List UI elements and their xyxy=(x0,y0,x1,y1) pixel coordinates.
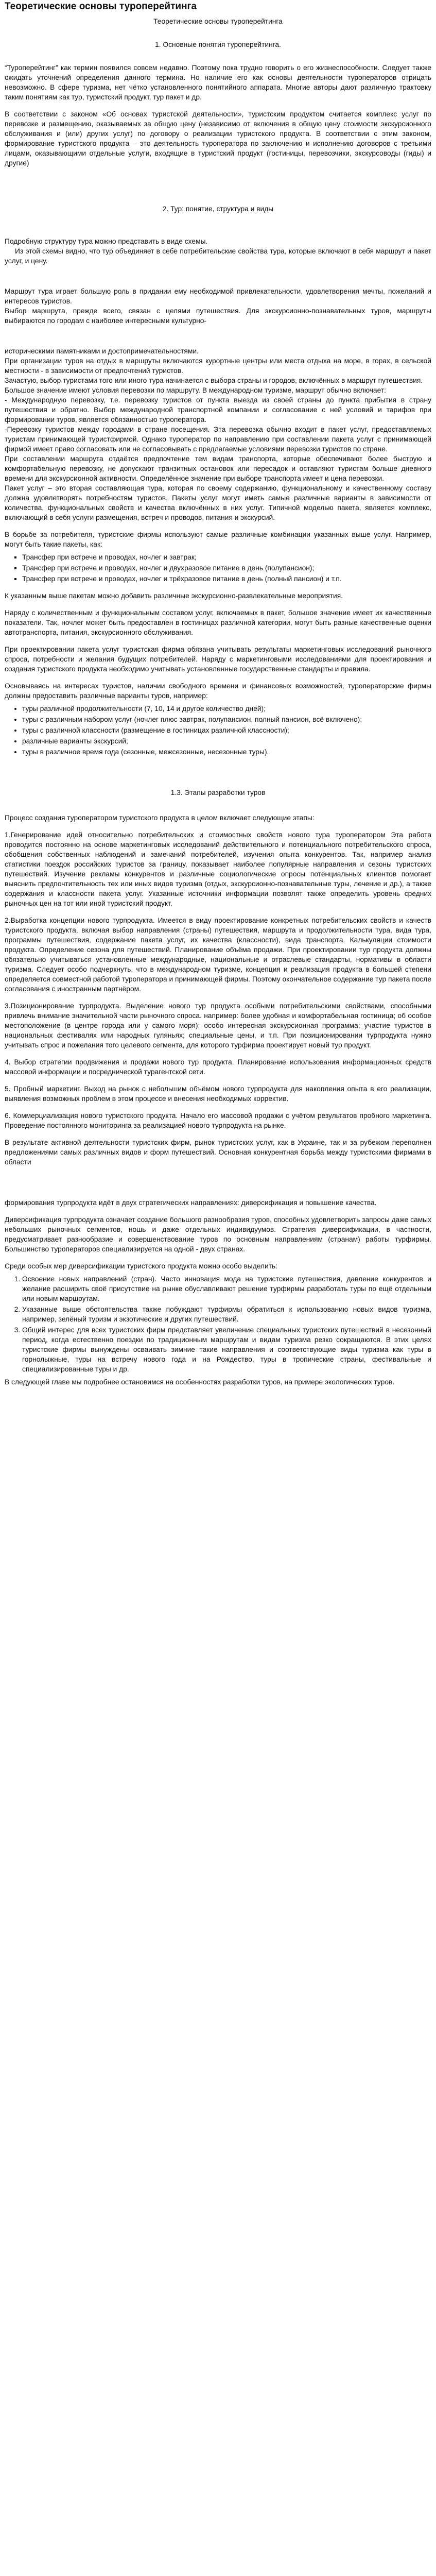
list-item: 1. Освоение новых направлений (стран). Часто инновация мода на туристские путешествия, давление конкурентов и желание расширить своё присутствие на рынке обуславливают решение турфирмы разработать туры по ещё отдельным или новым маршрутам. xyxy=(22,1274,431,1303)
list-item: • туры с различным набором услуг (ночлег плюс завтрак, полупансион, полный пансион, всё включено); xyxy=(22,715,431,724)
paragraph: Процесс создания туроператором туристского продукта в целом включает следующие этапы: xyxy=(5,814,315,822)
paragraph: Среди особых мер диверсификации туристского продукта можно особо выделить: xyxy=(5,1262,278,1270)
stage-paragraph: 1.Генерирование идей относительно потребительских и стоимостных свойств нового тура туроператором Эта работа проводится постоянно на основе маркетинговых исследований действительного и потенциального потребительского спроса, обобщения собственных наблюдений и замечаний потребителей, изучения опыта конкурентов. Так, например анализ статистики поездок российских туристов за границу, показывает наиболее популярные направления и сезоны туристских путешествий. Изучение рекламы конкурентов и различные социологические опросы потенциальных клиентов помогает выяснить предпочтительность тех или иных видов туризма (отдых, экскурсионно-познавательные туры, лечение и др.), а также содержания и классности пакета услуг. Указанные источники информации позволят также определить уровень средних рыночных цен на тот или иной туристский продукт. xyxy=(5,831,431,907)
stage-paragraph: 3.Позиционирование турпродукта. Выделение нового тур продукта особыми потребительскими свойствами, способными привлечь внимание значительной части рыночного спроса. например: более удобная и комфортабельная гостиница; об особое местоположение (в центре города или у самого моря); особо интересная экскурсионная программа; участие туристов в национальных фестивалях или народных гуляньях; специальные цены, и т.п. При позиционировании турпродукта нужно учитывать спрос и пожелания того целевого сегмента, для которого турфирма проектирует новый тур продукт. xyxy=(5,1002,431,1049)
paragraph: Маршрут тура играет большую роль в придании ему необходимой привлекательности, удовлетворения мечты, пожеланий и интересов туристов. xyxy=(5,287,431,305)
paragraph: Большое значение имеют условия перевозки по маршруту. В международном туризме, маршрут обычно включает: xyxy=(5,386,386,394)
section-heading: 2. Тур: понятие, структура и виды xyxy=(162,205,274,213)
paragraph: Основываясь на интересах туристов, наличии свободного времени и финансовых возможностей, туроператорские фирмы должны предоставить различные варианты туров, например: xyxy=(5,682,431,700)
list-item: ▪ Трансфер при встрече и проводах, ночлег и двухразовое питание в день (полупансион); xyxy=(22,563,431,573)
stage-paragraph: 2.Выработка концепции нового турпродукта. Имеется в виду проектирование конкретных потребительских свойств и качеств туристского продукта, включая выбор направления (страны) путешествия, маршрута и продолжительности тура, вида тура, программы путешествия, содержание пакета услуг, их качества (классности), вида транспорта. Калькуляции стоимости продукта. Определение сезона для путешествий. Планирование объёма продажи. При проектировании тур продукта должны обязательно учитываться установленные международные, национальные и отраслевые стандарты, нормативы в области туризма. Следует особо подчеркнуть, что в международном туризме, концепция и реализация продукта в большей степени определяется совместной работой туроператора и принимающей фирмы. Поэтому окончательное содержание тур пакета после согласования с иностранным партнёром. xyxy=(5,917,431,993)
paragraph: Наряду с количественным и функциональным составом услуг, включаемых в пакет, большое значение имеет их качественные показатели. Так, ночлег может быть предоставлен в гостиницах различной категории, могут быть разные качественные оценки автотранспорта, питания, экскурсионного обслуживания. xyxy=(5,609,431,636)
section-4 xyxy=(5,1198,431,1387)
diversification-list xyxy=(5,1274,431,1374)
list-item: • туры различной продолжительности (7, 10, 14 и другое количество дней); xyxy=(22,704,431,714)
package-list xyxy=(5,552,431,584)
paragraph: В соответствии с законом «Об основах туристской деятельности», туристским продуктом считается комплекс услуг по перевозке и размещению, оказываемых за общую цену (независимо от включения в общую цену стоимости экскурсионного обслуживания и (или) других услуг) по договору о реализации туристского продукта. В соответствии с этим законом, формирование туристского продукта – это деятельность туроператора по заключению и исполнению договоров с третьими лицами, оказывающими отдельные услуги, входящие в туристский продукт (гостиницы, перевозчики, экскурсоводы (гиды) и другие) xyxy=(5,110,431,167)
document-subtitle: Теоретические основы туроперейтинга xyxy=(153,18,283,25)
paragraph: Выбор маршрута, прежде всего, связан с целями путешествия. Для экскурсионно-познавательных туров, маршруты выбираются по городам с наиболее интересными культурно- xyxy=(5,307,431,325)
paragraph: При проектировании пакета услуг туристская фирма обязана учитывать результаты маркетинговых исследований рыночного спроса, потребности и желания будущих потребителей. Наряду с маркетинговыми исследованиями для проектирования и создания туристского продукта необходимо учитывать установленные государственные стандарты и правила. xyxy=(5,646,431,673)
section-heading: 1. Основные понятия туроперейтинга. xyxy=(155,41,281,48)
page-break-space xyxy=(5,326,431,346)
paragraph: Диверсификация турпродукта означает создание большого разнообразия туров, способных удовлетворить запросы даже самых небольших рыночных сегментов, ношь и даже отдельных индивидуумов. Стратегия диверсификации, в частности, предусматривает разнообразие и совершенствование туров по основным направлениям (странам) работы турфирмы. Большинство туроператоров специализируется на одной - двух странах. xyxy=(5,1216,431,1253)
paragraph: Зачастую, выбор туристами того или иного тура начинается с выбора страны и городов, включённых в маршрут путешествия. xyxy=(5,377,423,384)
paragraph: К указанным выше пакетам можно добавить различные экскурсионно-развлекательные мероприятия. xyxy=(5,592,343,600)
paragraph: В результате активной деятельности туристских фирм, рынок туристских услуг, как в Украине, так и за рубежом переполнен предложениями самых различных видов и форм путешествий. Основная конкурентная борьба между туристскими фирмами в области xyxy=(5,1139,431,1166)
paragraph: При организации туров на отдых в маршруты включаются курортные центры или места отдыха на море, в горах, в сельской местности - в зависимости от предпочтений туристов. xyxy=(5,357,431,375)
document-title: Теоретические основы туроперейтинга xyxy=(5,1,197,12)
paragraph: “Туроперейтинг” как термин появился совсем недавно. Поэтому пока трудно говорить о его жизнеспособности. Следует также ожидать уточнений определения данного термина. Но наличие его как основы деятельности туроператоров отрицать невозможно. В сфере туризма, нет чётко установленного понятийного аппарата. Многие авторы дают различную трактовку таким понятиям как тур, туристский продукт, тур пакет и др. xyxy=(5,64,431,101)
section-1 xyxy=(5,40,431,168)
list-item: • туры с различной классности (размещение в гостиницах различной классности); xyxy=(22,725,431,735)
paragraph: Подробную структуру тура можно представить в виде схемы. xyxy=(5,238,208,245)
section-heading: 1.3. Этапы разработки туров xyxy=(170,789,266,796)
paragraph: Пакет услуг – это вторая составляющая тура, которая по своему содержанию, функциональному и качественному составу должна удовлетворять потребностям туристов. Пакеты услуг могут иметь самые различные варианты в зависимости от количества, функциональных свойств и качества включённых в них услуг. Типичной моделью пакета, является комплекс, включающий в себя услуги размещения, встреч и проводов, питания и экскурсий. xyxy=(5,484,431,521)
paragraph: В следующей главе мы подробнее остановимся на особенностях разработки туров, на примере экологических туров. xyxy=(5,1378,395,1386)
list-item: 3. Общий интерес для всех туристских фирм представляет увеличение специальных туристских путешествий в несезонный период, когда естественно поездки по традиционным маршрутам и видам туризма резко сокращаются. В этих целях туристские фирмы вынуждены осваивать зимние такие направления и соответствующие виды туризма как туры в горнолыжные, туры на встречу нового года и на Рождество, туры в тропические страны, фестивальные и специализированные туры и др. xyxy=(22,1325,431,1374)
section-3 xyxy=(5,788,431,1167)
list-item: • туры в различное время года (сезонные, межсезонные, несезонные туры). xyxy=(22,747,431,757)
paragraph: При составлении маршрута отдаётся предпочтение тем видам транспорта, которые обеспечивают более быструю и комфортабельную перевозку, не допускают транзитных остановок или пересадок и оставляют туристам больше дневного времени для экскурсионной активности. Определённое значение при выборе транспорта имеет и цена перевозки. xyxy=(5,455,431,482)
paragraph: В борьбе за потребителя, туристские фирмы используют самые различные комбинации указанных выше услуг. Например, могут быть такие пакеты, как: xyxy=(5,531,431,548)
paragraph: - Международную перевозку, т.е. перевозку туристов от пункта выезда из своей страны до пункта прибытия в страну путешествия и обратно. Выбор международной транспортной компании и согласование с ней условий и тарифов при формировании туров, является обязанностью туроператора. xyxy=(5,396,431,423)
list-item: 2. Указанные выше обстоятельства также побуждают турфирмы обратиться к использованию новых видов туризма, например, зелёный туризм и экзотические и других путешествий. xyxy=(22,1304,431,1324)
list-item: • различные варианты экскурсий; xyxy=(22,736,431,746)
section-2 xyxy=(5,204,431,757)
paragraph: -Перевозку туристов между городами в стране посещения. Эта перевозка обычно входит в пакет услуг, предоставляемых туристам принимающей туристфирмой. Однако туроператор по направлению при составлении пакета услуг с принимающей фирмой имеет право согласовать или не согласовывать с предлагаемые условиями перевозки туристов по стране. xyxy=(5,426,431,453)
paragraph: формирования турпродукта идёт в двух стратегических направлениях: диверсификация и повышение качества. xyxy=(5,1199,377,1207)
paragraph: Из этой схемы видно, что тур объединяет в себе потребительские свойства тура, которые включают в себя маршрут и пакет услуг, и цену. xyxy=(5,247,431,265)
stage-paragraph: 5. Пробный маркетинг. Выход на рынок с небольшим объёмом нового турпродукта для накопления опыта в его реализации, выявления возможных проблем в этом процессе и внесения необходимых корректив. xyxy=(5,1085,431,1103)
stage-paragraph: 6. Коммерциализация нового туристского продукта. Начало его массовой продажи с учётом результатов пробного маркетинга. Проведение постоянного мониторинга за реализацией нового турпродукта на рынке. xyxy=(5,1112,431,1129)
tour-variants-list xyxy=(5,704,431,757)
paragraph: историческими памятниками и достопримечательностями. xyxy=(5,347,199,355)
list-item: ▪ Трансфер при встрече и проводах, ночлег и трёхразовое питание в день (полный пансион) и т.п. xyxy=(22,574,431,584)
stage-paragraph: 4. Выбор стратегии продвижения и продажи нового тур продукта. Планирование использования информационных средств массовой информации и посреднической турагентской сети. xyxy=(5,1058,431,1076)
diagram-space xyxy=(5,266,431,286)
list-item: ▪ Трансфер при встрече и проводах, ночлег и завтрак; xyxy=(22,552,431,562)
